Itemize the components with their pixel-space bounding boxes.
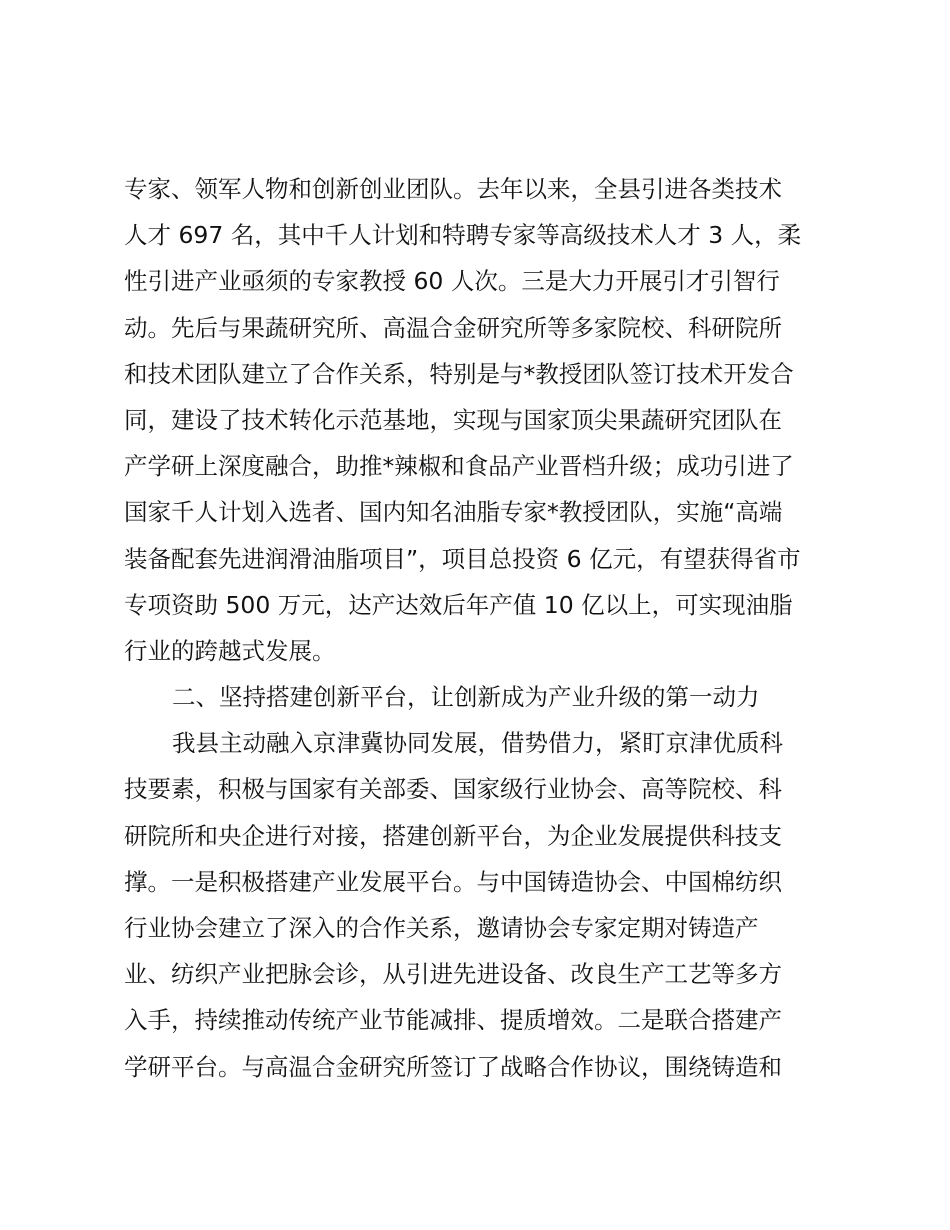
text-line: 学研平台。与高温合金研究所签订了战略合作协议，围绕铸造和 <box>124 1052 782 1081</box>
text-line: 撑。一是积极搭建产业发展平台。与中国铸造协会、中国棉纺织 <box>124 867 782 896</box>
text-line: 技要素，积极与国家有关部委、国家级行业协会、高等院校、科 <box>124 775 782 804</box>
text-line: 装备配套先进润滑油脂项目”，项目总投资 6 亿元，有望获得省市 <box>124 544 801 573</box>
document-body <box>124 166 834 1090</box>
text-line: 行业的跨越式发展。 <box>124 636 336 665</box>
text-line: 入手，持续推动传统产业节能减排、提质增效。二是联合搭建产 <box>124 1006 782 1035</box>
text-line: 行业协会建立了深入的合作关系，邀请协会专家定期对铸造产 <box>124 914 759 942</box>
text-line: 专家、领军人物和创新创业团队。去年以来，全县引进各类技术 <box>124 175 782 203</box>
text-line: 动。先后与果蔬研究所、高温合金研究所等多家院校、科研院所 <box>124 313 782 342</box>
section-heading: 二、坚持搭建创新平台，让创新成为产业升级的第一动力 <box>172 683 760 712</box>
text-line: 研院所和央企进行对接，搭建创新平台，为企业发展提供科技支 <box>124 821 782 850</box>
text-line: 专项资助 500 万元，达产达效后年产值 10 亿以上，可实现油脂 <box>124 590 793 619</box>
text-line: 业、纺织产业把脉会诊，从引进先进设备、改良生产工艺等多方 <box>124 960 782 989</box>
text-line: 性引进产业亟须的专家教授 60 人次。三是大力开展引才引智行 <box>124 267 780 296</box>
text-line: 同，建设了技术转化示范基地，实现与国家顶尖果蔬研究团队在 <box>124 405 782 434</box>
text-line: 和技术团队建立了合作关系，特别是与*教授团队签订技术开发合 <box>124 359 794 388</box>
text-line: 人才 697 名，其中千人计划和特聘专家等高级技术人才 3 人，柔 <box>124 221 802 250</box>
paragraph-first-line: 我县主动融入京津冀协同发展，借势借力，紧盯京津优质科 <box>172 729 783 758</box>
text-line: 产学研上深度融合，助推*辣椒和食品产业晋档升级；成功引进了 <box>124 452 794 481</box>
text-line: 国家千人计划入选者、国内知名油脂专家*教授团队，实施“高端 <box>124 498 783 527</box>
